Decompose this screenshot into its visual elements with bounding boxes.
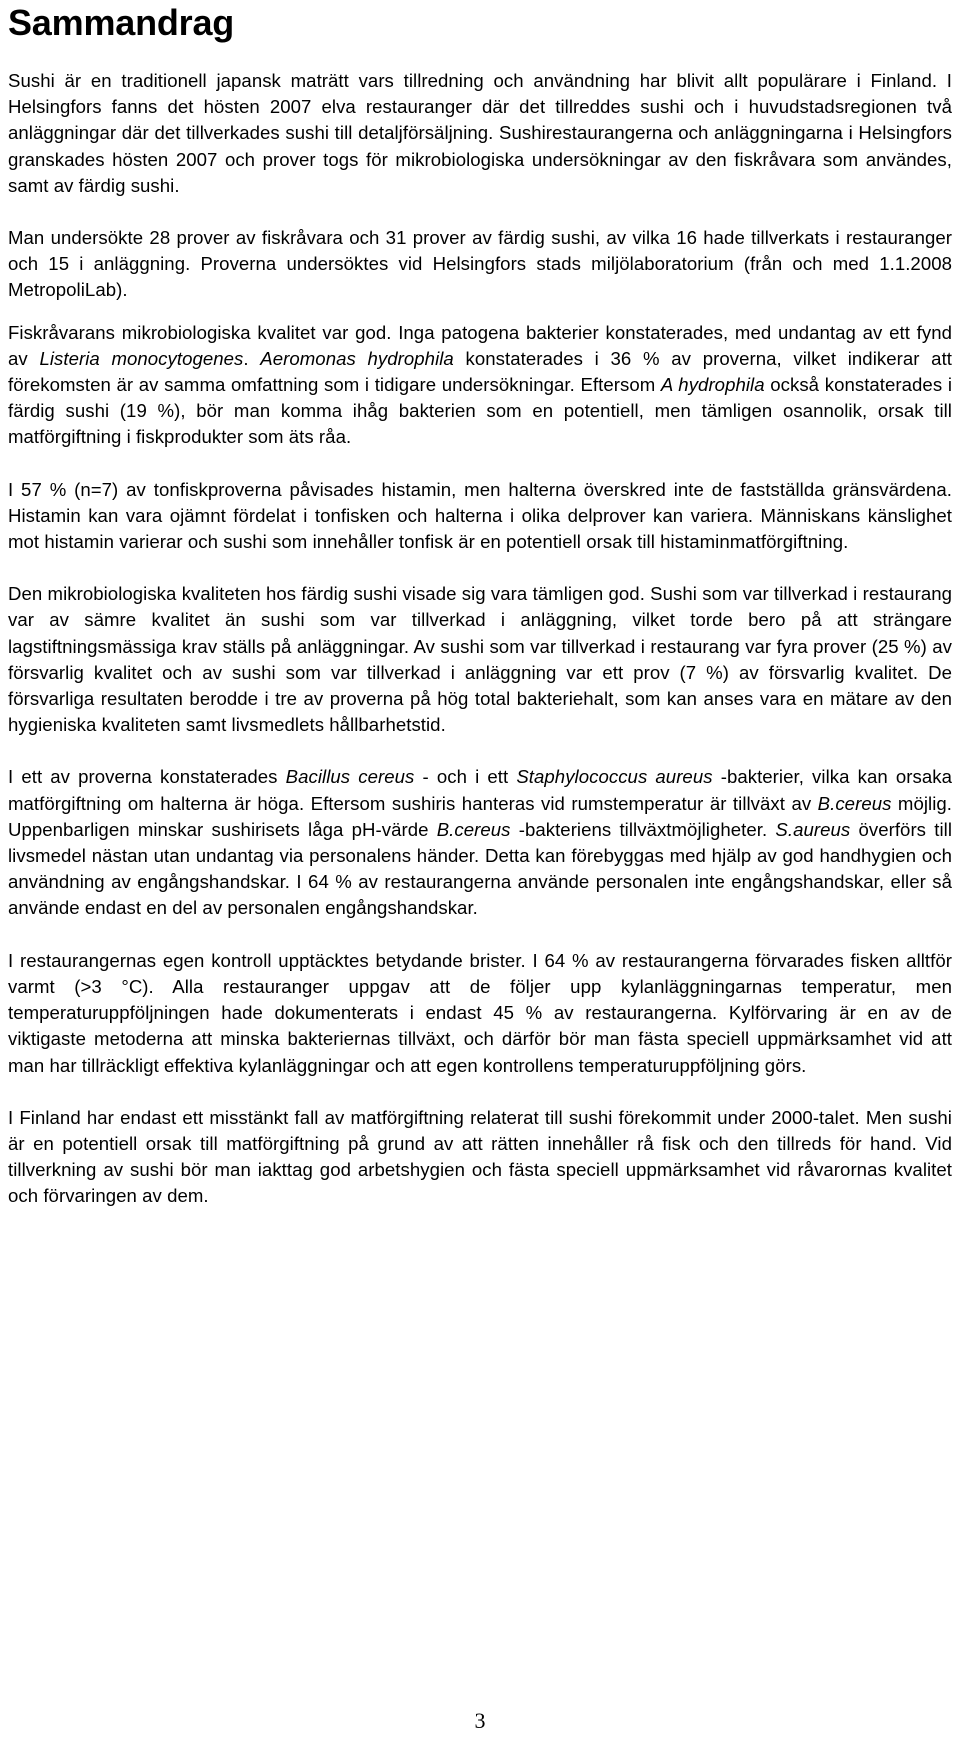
text-segment: - och i ett <box>414 766 517 788</box>
paragraph-intro: Sushi är en traditionell japansk maträtt vars tillredning och användning har blivit allt populärare i Finland. I Helsingfors fanns det hösten 2007 elva restauranger där det tillreddes sushi och i huvudstadsregionen två anläggningar där det tillverkades sushi till detaljförsäljning. Sushirestaurangerna och anläggningarna i Helsingfors granskades hösten 2007 och prover togs för mikrobiologiska undersökningar av den fiskråvara som användes, samt av färdig sushi. <box>8 70 952 196</box>
species-name: Listeria monocytogenes <box>39 347 244 369</box>
paragraph-self-control: I restaurangernas egen kontroll upptäcktes betydande brister. I 64 % av restaurangerna förvarades fisken alltför varmt (>3 °C). Alla restauranger uppgav att de följer upp kylanläggningarnas temperatur, men temperaturuppföljningen hade dokumenterats i endast 45 % av restaurangerna. Kylförvaring är en av de viktigaste metoderna att minska bakteriernas tillväxt, och därför bör man fästa speciell uppmärksamhet vid att man har tillräckligt effektiva kylanläggningar och att egen kontrollens temperaturuppföljning görs. <box>8 949 952 1076</box>
text-segment: Fiskråvarans mikrobiologiska kvalitet var god. Inga patogena bakterier konstaterades, med undantag av ett fynd av <box>8 321 952 369</box>
paragraph-finland: I Finland har endast ett misstänkt fall av matförgiftning relaterat till sushi förekommit under 2000-talet. Men sushi är en potentiell orsak till matförgiftning på grund av att rätten innehåller rå fisk och den tillreds för hand. Vid tillverkning av sushi bör man iakttag god arbetshygien och fästa speciell uppmärksamhet vid råvarornas kvalitet och förvaringen av dem. <box>8 1106 952 1207</box>
text-segment: -bakterier, vilka kan orsaka matförgiftning om halterna är höga. Eftersom sushiris hanteras vid rumstemperatur är tillväxt av <box>8 766 952 814</box>
page-title: Sammandrag <box>8 2 235 43</box>
paragraph-fish-quality <box>8 320 952 451</box>
text-segment: överförs till livsmedel nästan utan undantag via personalens händer. Detta kan förebyggas med hjälp av god handhygien och användning av engångshandskar. I 64 % av restaurangerna använde personalen inte engångshandskar, eller så använde endast en del av personalen engångshandskar. <box>8 818 953 919</box>
species-name: A hydrophila <box>660 374 765 396</box>
text-segment: -bakteriens tillväxtmöjligheter. <box>510 818 776 840</box>
species-name: Bacillus cereus <box>285 766 415 788</box>
text-segment: . <box>243 347 261 369</box>
paragraph-samples: Man undersökte 28 prover av fiskråvara och 31 prover av färdig sushi, av vilka 16 hade tillverkats i restauranger och 15 i anläggning. Proverna undersöktes vid Helsingfors stads miljölaboratorium (från och med 1.1.2008 MetropoliLab). <box>8 227 952 301</box>
document-page <box>8 0 952 1210</box>
text-segment: möjlig. Uppenbarligen minskar sushirisets låga pH-värde <box>8 792 953 840</box>
species-name: B.cereus <box>436 818 511 840</box>
text-segment: I ett av proverna konstaterades <box>8 766 286 788</box>
paragraph-histamine: I 57 % (n=7) av tonfiskproverna påvisades histamin, men halterna överskred inte de fastställda gränsvärdena. Histamin kan vara ojämnt fördelat i tonfisken och halterna i olika delprover kan variera. Människans känslighet mot histamin varierar och sushi som innehåller tonfisk är en potentiell orsak till histaminmatförgiftning. <box>8 478 952 553</box>
species-name: B.cereus <box>817 792 892 814</box>
species-name: Staphylococcus aureus <box>516 766 713 788</box>
paragraph-bacteria <box>8 764 952 921</box>
species-name: S.aureus <box>775 818 851 840</box>
species-name: Aeromonas hydrophila <box>260 347 454 369</box>
text-segment: också konstaterades i färdig sushi (19 %), bör man komma ihåg bakterien som en potentiell, men tämligen osannolik, orsak till matförgiftning i fiskprodukter som äts råa. <box>8 374 952 448</box>
paragraph-sushi-quality: Den mikrobiologiska kvaliteten hos färdig sushi visade sig vara tämligen god. Sushi som var tillverkad i restaurang var av sämre kvalitet än sushi som var tillverkad i anläggning, vilket torde bero på att strängare lagstiftningsmässiga krav ställs på anläggningar. Av sushi som var tillverkad i restaurang var fyra prover (25 %) av försvarlig kvalitet och av sushi som var tillverkad i anläggning var ett prov (7 %) av försvarlig kvalitet. De försvarliga resultaten berodde i tre av proverna på hög total bakteriehalt, som kan anses vara en mätare av den hygieniska kvaliteten samt livsmedlets hållbarhetstid. <box>8 583 952 736</box>
text-segment: konstaterades i 36 % av proverna, vilket indikerar att förekomsten är av samma omfattning som i tidigare undersökningar. Eftersom <box>8 347 952 396</box>
page-number: 3 <box>474 1708 486 1733</box>
